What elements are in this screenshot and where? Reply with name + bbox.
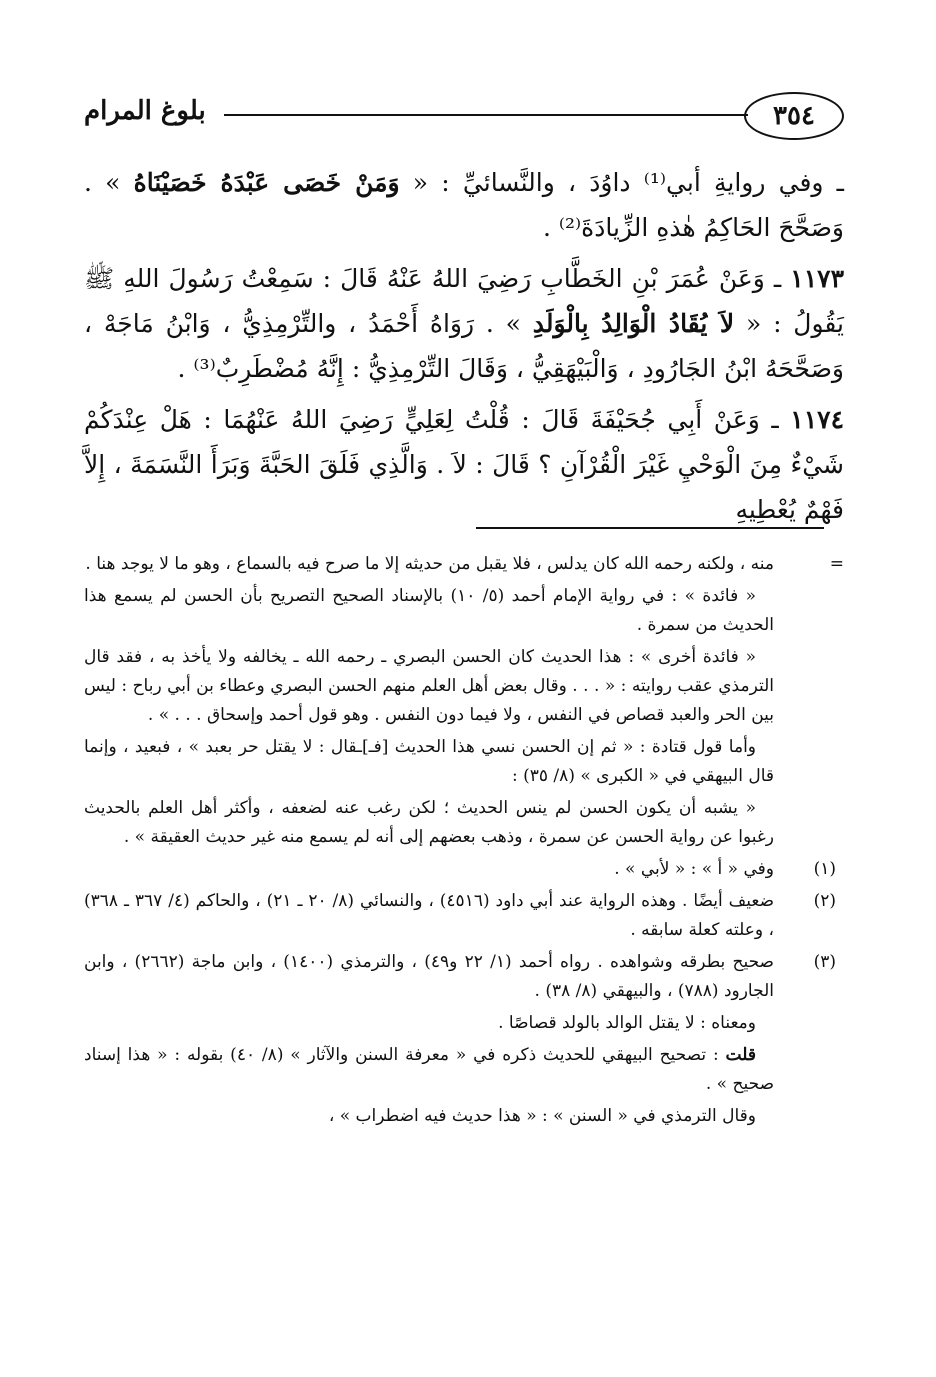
qultu-label: قلت [725, 1045, 756, 1065]
paragraph-riwaya [84, 160, 844, 250]
footnote-text: صحيح بطرقه وشواهده . رواه أحمد (١/ ٢٢ و٤٩) ، والترمذي (١٤٠٠) ، وابن ماجة (٢٦٦٢) ، وابن الجارود (٧٨٨) ، والبيهقي (٨/ ٣٨) . [84, 952, 774, 1001]
footnote-continuation [84, 550, 844, 579]
paragraph-text: ـ وفي روايةِ أبي⁽¹⁾ داوُدَ ، والنَّسائيِّ : « [399, 168, 845, 197]
book-title: بلوغ المرام [84, 96, 206, 126]
page-header [84, 92, 844, 142]
paragraph-text: ـ وَعَنْ عُمَرَ بْنِ الخَطَّابِ رَضِيَ اللهُ عَنْهُ قَالَ : سَمِعْتُ رَسُولَ اللهِ ﷺ يَقُولُ : « [84, 264, 844, 338]
hadith-quote: لاَ يُقَادُ الْوَالِدُ بِالْوَلَدِ [532, 309, 735, 338]
continuation-mark: = [829, 554, 844, 574]
footnote-number: (١) [813, 859, 836, 879]
hadith-1174 [84, 397, 844, 532]
page-number: ٣٥٤ [744, 92, 844, 140]
hadith-number: ١١٧٤ [790, 405, 844, 434]
paragraph-text: ـ وَعَنْ أَبِي جُحَيْفَةَ قَالَ : قُلْتُ لِعَلِيٍّ رَضِيَ اللهُ عَنْهُمَا : هَلْ عِنْدَكُمْ شَيْءٌ مِنَ الْوَحْيِ غَيْرَ الْقُرْآنِ ؟ قَالَ : لاَ . وَالَّذِي فَلَقَ الحَبَّةَ وَبَرَأَ النَّسَمَةَ ، إِلاَّ فَهْمٌ يُعْطِيهِ [84, 405, 844, 524]
faida-other-note: « فائدة أخرى » : هذا الحديث كان الحسن البصري ـ رحمه الله ـ يخالفه ولا يأخذ به ، فقد قال الترمذي عقب روايته : « . . . وقال بعض أهل العلم منهم الحسن البصري وعطاء بن أبي رباح : ليس بين الحر والعبد قصاص في النفس ، ولا فيما دون النفس . وهو قول أحمد وإسحاق . . . » . [84, 647, 774, 725]
footnote-text: : تصحيح البيهقي للحديث ذكره في « معرفة السنن والآثار » (٨/ ٤٠) بقوله : « هذا إسناد صحيح » . [84, 1045, 774, 1094]
footnote-text: وفي « أ » : « لأبي » . [614, 859, 774, 879]
paragraph-text: » . وَصَحَّحَ الحَاكِمُ هٰذهِ الزِّيادَةَ⁽²⁾ . [84, 168, 844, 242]
footnote-divider [476, 527, 824, 529]
qultu-note [84, 1041, 844, 1099]
footnote-number: (٢) [813, 891, 836, 911]
header-rule [224, 114, 748, 116]
footnote-3 [84, 948, 844, 1006]
qatada-note: وأما قول قتادة : « ثم إن الحسن نسي هذا الحديث [فـ]ـقال : لا يقتل حر بعبد » ، فبعيد ، وإنما قال البيهقي في « الكبرى » (٨/ ٣٥) : [84, 737, 774, 786]
footnote-2 [84, 887, 844, 945]
tirmidhi-note: وقال الترمذي في « السنن » : « هذا حديث فيه اضطراب » ، [328, 1106, 756, 1126]
bayhaqi-quote: « يشبه أن يكون الحسن لم ينس الحديث ؛ لكن رغب عنه لضعفه ، وأكثر أهل العلم بالحديث رغبوا عن رواية الحسن عن سمرة ، وذهب بعضهم إلى أنه لم يسمع منه غير حديث العقيقة » . [84, 798, 774, 847]
footnote-text: منه ، ولكنه رحمه الله كان يدلس ، فلا يقبل من حديثه إلا ما صرح فيه بالسماع ، وهو ما لا يوجد هنا . [85, 554, 774, 574]
hadith-1173 [84, 256, 844, 391]
hadith-number: ١١٧٣ [790, 264, 844, 293]
footnotes-section [84, 550, 844, 1134]
hadith-quote: وَمَنْ خَصَى عَبْدَهُ خَصَيْنَاهُ [133, 168, 400, 197]
footnote-1 [84, 855, 844, 884]
main-text [84, 160, 844, 538]
footnote-number: (٣) [813, 952, 836, 972]
meaning-note: ومعناه : لا يقتل الوالد بالولد قصاصًا . [498, 1013, 756, 1033]
faida-note: « فائدة » : في رواية الإمام أحمد (٥/ ١٠) بالإسناد الصحيح التصريح بأن الحسن لم يسمع هذا الحديث من سمرة . [84, 586, 774, 635]
paragraph-text: » . رَوَاهُ أَحْمَدُ ، والتِّرْمِذِيُّ ، وَابْنُ مَاجَهْ ، وَصَحَّحَهُ ابْنُ الجَارُودِ ، وَالْبَيْهَقِيُّ ، وَقَالَ التِّرْمِذِيُّ : إِنَّهُ مُضْطَرِبٌ⁽³⁾ . [84, 309, 844, 383]
footnote-text: ضعيف أيضًا . وهذه الرواية عند أبي داود (٤٥١٦) ، والنسائي (٨/ ٢٠ ـ ٢١) ، والحاكم (٤/ ٣٦٧ ـ ٣٦٨) ، وعلته كعلة سابقه . [84, 891, 775, 940]
